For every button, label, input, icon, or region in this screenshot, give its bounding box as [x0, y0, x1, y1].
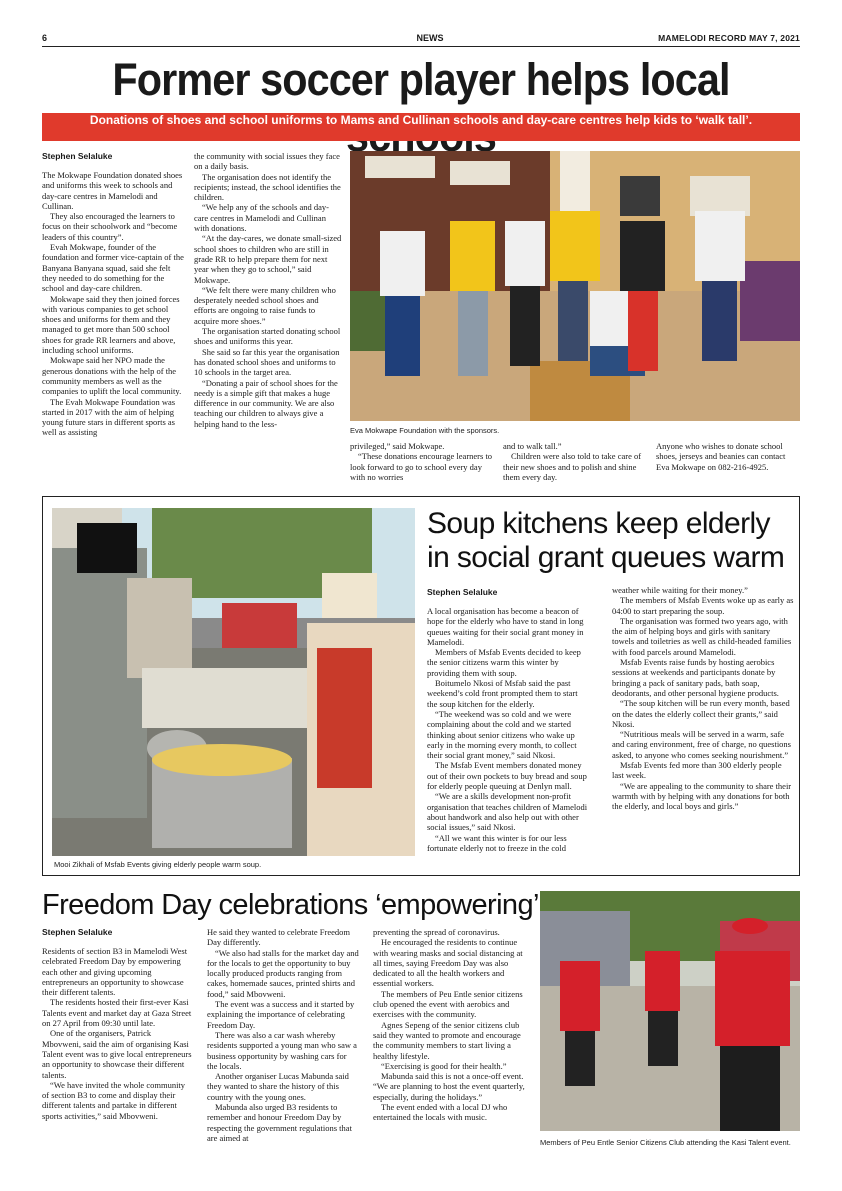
paragraph: “All we want this winter is for our less fortunate elderly not to freeze in the cold [427, 832, 567, 853]
paragraph: Mokwape said they then joined forces with various companies to get school shoes and uniforms for them and they managed to get more than 500 school shoes for grade RR learners and above, including school uniforms. [42, 293, 180, 356]
story3-photo-caption: Members of Peu Entle Senior Citizens Club attending the Kasi Talent event. [540, 1138, 791, 1147]
paragraph: He encouraged the residents to continue with wearing masks and social distancing at all times, saying Freedom Day was also dedicated to all the health workers and essential workers. [373, 937, 523, 989]
paragraph: “Exercising is good for their health.” [381, 1060, 507, 1071]
paragraph: Children were also told to take care of their new shoes and to polish and shine them every day. [503, 451, 642, 482]
paragraph: “At the day-cares, we donate small-sized school shoes to children who are still in grade RR to help prepare them for next year when they go to school,” said Mokwape. [194, 233, 342, 285]
story1-col4 [503, 441, 643, 482]
story2-headline-line2: in social grant queues warm [427, 541, 785, 574]
paragraph: The members of Msfab Events woke up as early as 04:00 to start preparing the soup. [612, 595, 794, 616]
paragraph: Msfab Events fed more than 300 elderly people last week. [612, 760, 782, 781]
story2-photo [52, 508, 415, 856]
paragraph: The Evah Mokwape Foundation was started in 2017 with the aim of helping young future stars in different sports as well as assisting [42, 396, 176, 438]
paragraph: The event ended with a local DJ who entertained the locals with music. [373, 1102, 508, 1123]
story2-col2 [612, 585, 794, 812]
story1-col3 [350, 441, 495, 482]
paragraph: “These donations encourage learners to look forward to go to school every day with no worries [350, 451, 493, 482]
paragraph: “The soup kitchen will be run every month, based on the dates the elderly collect their grants,” said Nkosi. [612, 698, 790, 729]
story1-col5 [656, 441, 800, 472]
story3-byline: Stephen Selaluke [42, 927, 113, 937]
paragraph: the community with social issues they face on a daily basis. [194, 151, 340, 172]
story2-photo-caption: Mooi Zikhali of Msfab Events giving elderly people warm soup. [54, 860, 262, 869]
story3-col2 [207, 927, 359, 1143]
foundation-group-photo [350, 151, 800, 421]
story1-photo-caption: Eva Mokwape Foundation with the sponsors. [350, 426, 500, 435]
paragraph: privileged,” said Mokwape. [350, 441, 445, 451]
story3-photo [540, 891, 800, 1131]
soup-kitchen-photo [52, 508, 415, 856]
publication-dateline: MAMELODI RECORD MAY 7, 2021 [658, 33, 800, 43]
paragraph: “We also had stalls for the market day and for the locals to get the opportunity to buy locally produced products ranging from cakes, homemade sauces, printed shirts and food,” said Mbovweni. [207, 947, 359, 999]
story3-col3 [373, 927, 533, 1123]
story2-headline-line1: Soup kitchens keep elderly [427, 507, 770, 540]
paragraph: Another organiser Lucas Mabunda said they wanted to share the history of this country with the young ones. [207, 1071, 349, 1102]
paragraph: and to walk tall.” [503, 441, 562, 451]
paragraph: One of the organisers, Patrick Mbovweni, said the aim of organising Kasi Talent event was to give local entrepreneurs an opportunity to showcase their different talents. [42, 1028, 192, 1080]
paragraph: “Donating a pair of school shoes for the needy is a simple gift that makes a huge difference in our community. We are also teaching our children to always give a helping hand to the less- [194, 377, 338, 429]
header-rule [42, 46, 800, 47]
paragraph: Mabunda said this is not a once-off event. “We are planning to host the event quarterly, especially, during the holidays.” [373, 1071, 525, 1102]
story2-headline [427, 507, 797, 575]
story1-photo [350, 151, 800, 421]
story1-subhead: Donations of shoes and school uniforms to Mams and Cullinan schools and day-care centres help kids to ‘walk tall’. [89, 113, 753, 127]
story1-headline: Former soccer player helps local [112, 54, 730, 105]
paragraph: They also encouraged the learners to focus on their schoolwork and “become leaders of this country”. [42, 211, 178, 242]
paragraph: The organisation was formed two years ago, with the aim of helping boys and girls with sanitary towels and toiletries as well as child-headed families with food parcels around Mamelodi. [612, 615, 792, 657]
paragraph: The event was a success and it started by explaining the importance of celebrating Freedom Day. [207, 999, 355, 1030]
paragraph: The residents hosted their first-ever Kasi Talents event and market day at Gaza Street on 27 April from 09:30 until late. [42, 997, 192, 1029]
paragraph: The members of Peu Entle senior citizens club opened the event with aerobics and exercises with the community. [373, 988, 523, 1020]
paragraph: Agnes Sepeng of the senior citizens club said they wanted to promote and encourage the community members to start living a healthy lifestyle. [373, 1019, 521, 1061]
story1-col1 [42, 170, 187, 438]
paragraph: Mabunda also urged B3 residents to remember and honour Freedom Day by respecting the government regulations that are aimed at [207, 1102, 352, 1143]
story3-headline: Freedom Day celebrations ‘empowering’ [42, 889, 539, 921]
paragraph: Boitumelo Nkosi of Msfab said the past weekend’s cold front prompted them to start the soup kitchen for the elderly. [427, 678, 578, 709]
story1-col2 [194, 151, 342, 429]
page-number: 6 [42, 33, 48, 43]
paragraph: He said they wanted to celebrate Freedom Day differently. [207, 927, 351, 948]
section-label: NEWS [416, 33, 444, 43]
paragraph: The organisation started donating school shoes and uniforms this year. [194, 326, 341, 347]
paragraph: Mokwape said her NPO made the generous donations with the help of the community members as well as the companies to uplift the local community. [42, 355, 182, 397]
paragraph: Msfab Events raise funds by hosting aerobics sessions at weekends and participants donate by bringing a pack of sanitary pads, bath soap, deodorants, and other personal hygiene products. [612, 657, 779, 698]
paragraph: “We felt there were many children who desperately needed school shoes and efforts are ongoing to raise funds to acquire more shoes.” [194, 284, 336, 326]
story1-subhead-bar [42, 113, 800, 141]
paragraph: The Msfab Event members donated money out of their own pockets to buy bread and soup for elderly people queuing at Denlyn mall. [427, 760, 587, 792]
story2-byline: Stephen Selaluke [427, 587, 498, 597]
story3-col1 [42, 946, 192, 1121]
paragraph: “Nutritious meals will be served in a warm, safe and caring environment, free of charge, no questions asked, to anyone who comes seeking nourishment.” [612, 729, 791, 760]
paragraph: “We are a skills development non-profit organisation that teaches children of Mamelodi about handwork and also help out with other social issues,” said Nkosi. [427, 791, 588, 833]
paragraph: Evah Mokwape, founder of the foundation and former vice-captain of the Banyana Banyana squad, said she felt they needed to do something for the school and day-care children. [42, 242, 184, 294]
paragraph: “We help any of the schools and day-care centres in Mamelodi and Cullinan with donations. [194, 202, 330, 234]
paragraph: The Mokwape Foundation donated shoes and uniforms this week to schools and day-care centres in Mamelodi and Cullinan. [42, 170, 183, 211]
paragraph: preventing the spread of coronavirus. [373, 927, 500, 937]
story2-col1 [427, 606, 590, 853]
paragraph: A local organisation has become a beacon of hope for the elderly who have to stand in long queues waiting for their social grant money in Mamelodi. [427, 606, 584, 647]
paragraph: “We are appealing to the community to share their warmth with by helping with any donations for both the elderly, and local boys and girls.” [612, 780, 792, 812]
senior-citizens-club-photo [540, 891, 800, 1131]
paragraph: “We have invited the whole community of section B3 to come and display their different talents and partake in different sports activities,” said Mbovweni. [42, 1079, 186, 1121]
paragraph: Members of Msfab Events decided to keep the senior citizens warm this winter by providing them with soup. [427, 647, 581, 678]
story1-byline: Stephen Selaluke [42, 151, 113, 161]
paragraph: There was also a car wash whereby residents supported a young man who saw a business opportunity by washing cars for the locals. [207, 1029, 357, 1071]
paragraph: The organisation does not identify the recipients; instead, the school identifies the children. [194, 171, 341, 203]
paragraph: “The weekend was so cold and we were complaining about the cold and we started thinking about senior citizens who wake up early in the morning every month, to collect their social grant money,” said Nkosi. [427, 708, 577, 761]
paragraph: Residents of section B3 in Mamelodi West celebrated Freedom Day by empowering each other and giving upcoming entrepreneurs an opportunity to showcase their different talents. [42, 946, 188, 998]
paragraph: She said so far this year the organisation has donated school shoes and uniforms to 10 schools in the target area. [194, 346, 340, 378]
paragraph: Anyone who wishes to donate school shoes, jerseys and beanies can contact Eva Mokwape on 082-216-4925. [656, 441, 786, 472]
paragraph: weather while waiting for their money.” [612, 585, 748, 595]
